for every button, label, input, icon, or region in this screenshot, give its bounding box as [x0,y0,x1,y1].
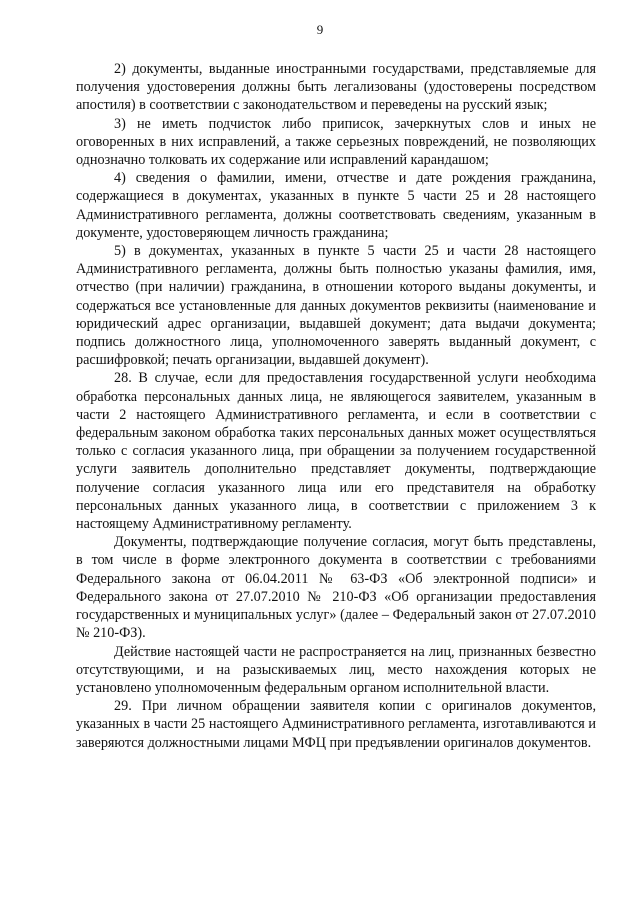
paragraph-section-29: 29. При личном обращении заявителя копии с оригиналов документов, указанных в части 25 настоящего Административного регламента, изготавливаются и заверяются должностными лицами МФЦ при предъявлении оригиналов документов. [76,698,596,751]
page-number: 9 [316,22,324,37]
paragraph-item-5: 5) в документах, указанных в пункте 5 части 25 и части 28 настоящего Административного регламента, должны быть полностью указаны фамилия, имя, отчество (при наличии) гражданина, в отношении которого выданы документы, и содержаться все установленные для данных документов реквизиты (наименование и юридический адрес организации, выдавшей документ; дата выдачи документа; подпись должностного лица, уполномоченного заверять выданный документ, с расшифровкой; печать организации, выдавшей документ). [76,243,596,369]
paragraph-item-2: 2) документы, выданные иностранными государствами, представляемые для получения удостоверения должны быть легализованы (удостоверены посредством апостиля) в соответствии с законодательством и переведены на русский язык; [76,61,596,114]
paragraph-consent-documents: Документы, подтверждающие получение согласия, могут быть представлены, в том числе в форме электронного документа в соответствии с требованиями Федерального закона от 06.04.2011 № 63-ФЗ «Об электронной подписи» и Федерального закона от 27.07.2010 № 210-ФЗ «Об организации предоставления государственных и муниципальных услуг» (далее – Федеральный закон от 27.07.2010 № 210-ФЗ). [76,534,596,642]
document-body [76,60,596,752]
paragraph-exception: Действие настоящей части не распространяется на лиц, признанных безвестно отсутствующими, и на разыскиваемых лиц, место нахождения которых не установлено уполномоченным федеральным органом исполнительной власти. [76,643,596,696]
paragraph-item-4: 4) сведения о фамилии, имени, отчестве и дате рождения гражданина, содержащиеся в документах, указанных в пункте 5 части 25 и 28 настоящего Административного регламента, должны соответствовать сведениям, указанным в документе, удостоверяющем личность гражданина; [76,170,596,241]
paragraph-section-28: 28. В случае, если для предоставления государственной услуги необходима обработка персональных данных лица, не являющегося заявителем, указанным в части 2 настоящего Административного регламента, и если в соответствии с федеральным законом обработка таких персональных данных может осуществляться только с согласия указанного лица, при обращении за получением государственной услуги заявитель дополнительно представляет документы, подтверждающие получение согласия указанного лица или его представителя на обработку персональных данных указанного лица, в соответствии с приложением 3 к настоящему Административному регламенту. [76,370,596,533]
paragraph-item-3: 3) не иметь подчисток либо приписок, зачеркнутых слов и иных не оговоренных в них исправлений, а также серьезных повреждений, не позволяющих однозначно толковать их содержание или исправлений карандашом; [76,115,596,169]
